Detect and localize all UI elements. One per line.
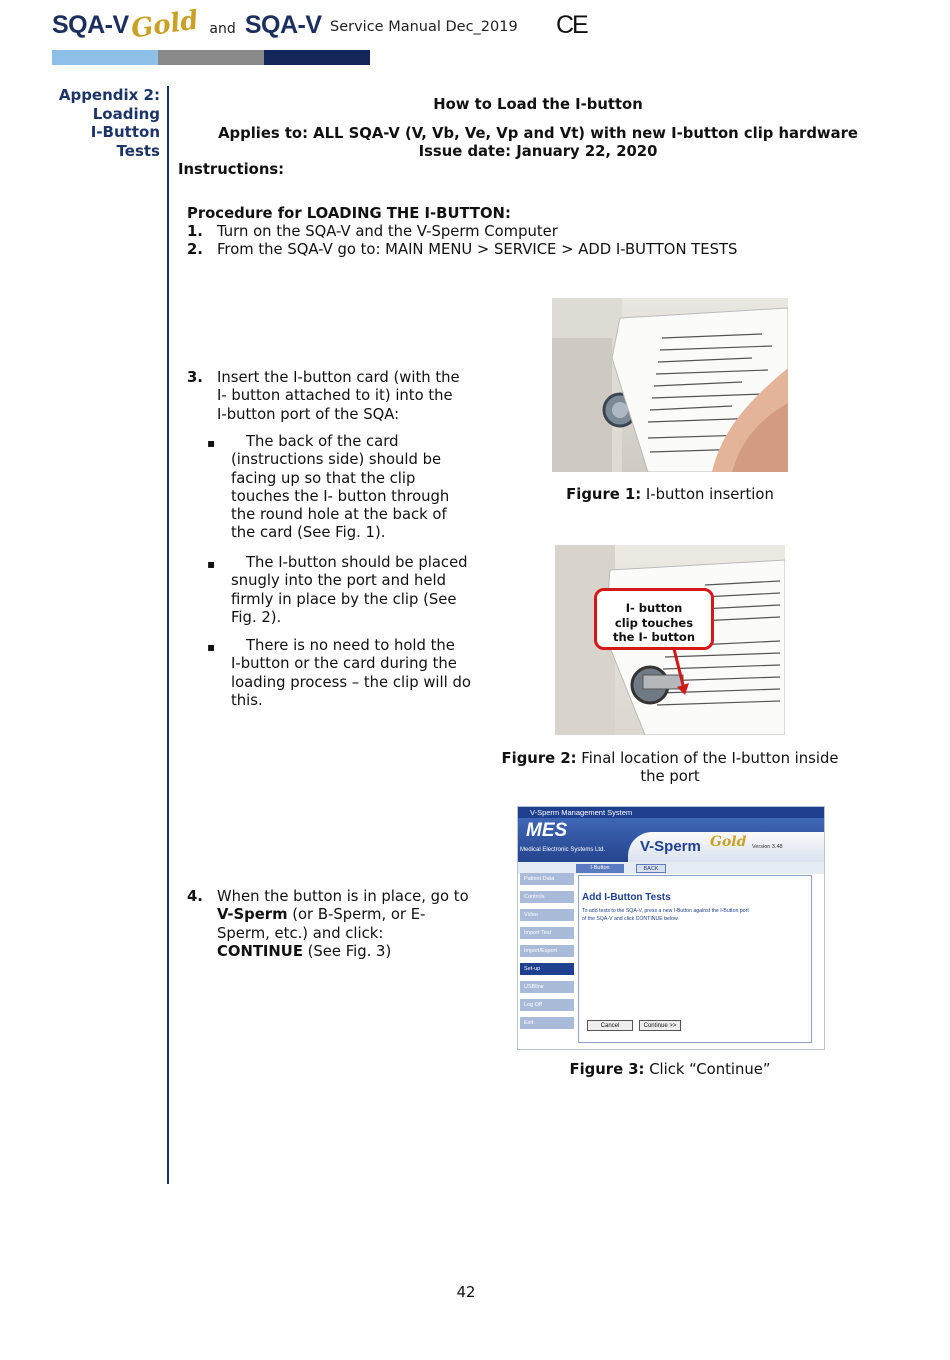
bullet-text xyxy=(231,554,468,627)
tab-ibutton[interactable]: I-Button xyxy=(576,864,624,873)
bullet-text xyxy=(231,637,471,710)
page-number: 42 xyxy=(456,1284,476,1301)
step-number: 3. xyxy=(187,369,203,386)
manual-title: Service Manual Dec_2019 xyxy=(330,19,518,35)
app-version: Version 3.48 xyxy=(752,844,783,850)
app-name-panel xyxy=(628,832,824,862)
figure-caption-text: I-button insertion xyxy=(645,486,774,503)
brand-logo: MES xyxy=(526,820,568,841)
bullet-line: firmly in place by the clip (See xyxy=(231,590,457,608)
back-button[interactable]: BACK xyxy=(636,864,666,873)
figure-1-illustration xyxy=(552,298,788,472)
bullet-line: the card (See Fig. 1). xyxy=(231,524,386,542)
logo-sqav-right: SQA-V xyxy=(244,11,322,39)
figure-caption-text: Final location of the I-button inside xyxy=(581,750,839,767)
section-label-line: Loading xyxy=(92,104,160,123)
company-name: Medical Electronic Systems Ltd. xyxy=(520,847,606,853)
step-text: Turn on the SQA-V and the V-Sperm Computer xyxy=(217,223,558,240)
figure-1-caption xyxy=(520,486,820,504)
step-text xyxy=(217,369,460,424)
figure-2-caption xyxy=(480,750,860,787)
menu-item-exit[interactable]: Exit xyxy=(520,1017,574,1029)
step-text-line: Insert the I-button card (with the xyxy=(217,369,460,386)
step-text-line: Sperm, etc.) and click: xyxy=(217,924,384,942)
step-text-line: I- button attached to it) into the xyxy=(217,387,453,405)
content-panel xyxy=(578,875,812,1043)
side-menu xyxy=(520,873,574,1035)
logo-and: and xyxy=(209,21,236,37)
sidebar-divider xyxy=(167,86,169,1184)
bullet-glyph: ▪ xyxy=(207,436,216,450)
callout-line: clip touches xyxy=(614,615,694,630)
callout-line: the I- button xyxy=(612,630,696,644)
window-title: V-Sperm Management System xyxy=(530,808,633,817)
bullet-line: I-button or the card during the xyxy=(231,655,457,673)
section-label-line: Tests xyxy=(116,141,160,160)
menu-item-set-up[interactable]: Set-up xyxy=(520,963,574,975)
callout-line: I- button xyxy=(625,601,683,615)
bullet-text xyxy=(231,433,449,543)
step-number: 4. xyxy=(187,888,203,905)
step-number: 2. xyxy=(187,241,203,258)
figure-caption-line xyxy=(480,750,860,768)
app-name: V-Sperm xyxy=(640,838,701,855)
section-label-line: I-Button xyxy=(90,123,160,141)
panel-text-line: of the SQA-V and click CONTINUE below. xyxy=(582,916,679,922)
step-text-line xyxy=(217,906,469,924)
bullet-line: touches the I- button through xyxy=(231,487,450,505)
app-gold: Gold xyxy=(710,834,747,850)
figure-2-callout xyxy=(594,588,714,650)
header-bar-grey xyxy=(158,50,264,65)
header-bar-light xyxy=(52,50,158,65)
figure-3-screenshot xyxy=(517,806,825,1050)
figure-label: Figure 2: xyxy=(501,750,577,767)
instructions-heading: Instructions: xyxy=(178,161,285,178)
step-text: From the SQA-V go to: MAIN MENU > SERVICE > ADD I-BUTTON TESTS xyxy=(217,241,738,258)
bullet-line: Fig. 2). xyxy=(231,608,282,626)
bullet-line: There is no need to hold the xyxy=(246,637,455,654)
section-label-line: Appendix 2: xyxy=(58,86,160,104)
doc-title: How to Load the I-button xyxy=(433,96,643,113)
figure-3-caption xyxy=(520,1061,820,1079)
menu-item-video[interactable]: Video xyxy=(520,909,574,921)
bullet-glyph: ▪ xyxy=(207,557,216,571)
applies-to: Applies to: ALL SQA-V (V, Vb, Ve, Vp and Vt) with new I-button clip hardware xyxy=(218,125,858,142)
bullet-line: (instructions side) should be xyxy=(231,451,442,469)
bullet-line: loading process – the clip will do xyxy=(231,673,471,691)
bold-term: CONTINUE xyxy=(217,942,303,960)
bullet-line: the round hole at the back of xyxy=(231,506,447,524)
section-label xyxy=(59,86,160,160)
ce-mark: CE xyxy=(556,11,587,39)
bold-term: V-Sperm xyxy=(217,906,288,924)
step-text xyxy=(217,888,469,961)
figure-1-photo xyxy=(552,298,788,472)
menu-item-import-test[interactable]: Import Test xyxy=(520,927,574,939)
logo-gold: Gold xyxy=(128,5,201,45)
figure-caption-text: Click “Continue” xyxy=(649,1061,771,1078)
bullet-line: snugly into the port and held xyxy=(231,572,447,590)
bullet-glyph: ▪ xyxy=(207,640,216,654)
menu-item-log-off[interactable]: Log Off xyxy=(520,999,574,1011)
step-text-line: When the button is in place, go to xyxy=(217,888,469,905)
logo-sqav-left: SQA-V xyxy=(52,11,129,39)
step-text-span: (or B-Sperm, or E- xyxy=(287,906,426,924)
menu-item-controls[interactable]: Controls xyxy=(520,891,574,903)
bullet-line: The back of the card xyxy=(246,433,399,450)
step-text-line xyxy=(217,943,469,961)
figure-label: Figure 3: xyxy=(569,1061,645,1078)
step-number: 1. xyxy=(187,223,203,240)
menu-item-patient-data[interactable]: Patient Data xyxy=(520,873,574,885)
issue-date: Issue date: January 22, 2020 xyxy=(418,143,658,160)
panel-title: Add I-Button Tests xyxy=(582,892,671,903)
header-bar-dark xyxy=(264,50,370,65)
menu-item-import-export[interactable]: Import/Export xyxy=(520,945,574,957)
panel-text-line: To add tests to the SQA-V, press a new I-Button against the I-Button port xyxy=(582,908,749,914)
figure-caption-line: the port xyxy=(640,768,700,786)
cancel-button[interactable]: Cancel xyxy=(587,1020,633,1031)
procedure-heading: Procedure for LOADING THE I-BUTTON: xyxy=(187,205,511,222)
menu-item-usbline[interactable]: USBline xyxy=(520,981,574,993)
bullet-line: this. xyxy=(231,691,263,709)
step-text-line: I-button port of the SQA: xyxy=(217,405,400,423)
app-header xyxy=(518,818,824,862)
bullet-line: The I-button should be placed xyxy=(246,554,468,571)
window-titlebar xyxy=(518,807,824,818)
figure-label: Figure 1: xyxy=(566,486,642,503)
step-text-span: (See Fig. 3) xyxy=(302,942,392,960)
header-logo xyxy=(52,5,322,46)
continue-button[interactable]: Continue >> xyxy=(639,1020,681,1031)
bullet-line: facing up so that the clip xyxy=(231,469,416,487)
